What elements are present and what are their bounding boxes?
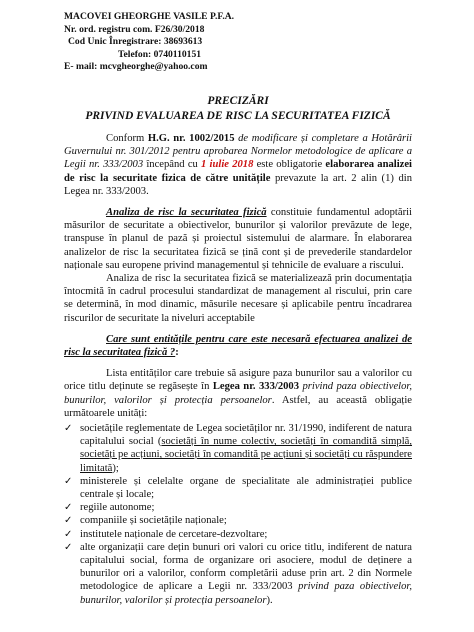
checkmark-icon: ✓ xyxy=(64,528,73,540)
p4-text-d: . Astfel, au această obligație următoarele unități: xyxy=(64,394,412,419)
paragraph-conform xyxy=(64,132,412,198)
checkmark-icon: ✓ xyxy=(64,502,73,514)
email-address: E- mail: mcvgheorghe@yahoo.com xyxy=(64,61,208,73)
law-reference: Legea nr. 333/2003 xyxy=(212,381,300,393)
title-line-1: PRECIZĂRI xyxy=(207,94,269,107)
item4-text: companiile și societățile naționale; xyxy=(80,515,227,527)
question-colon: : xyxy=(175,347,179,359)
company-header xyxy=(64,11,412,74)
hg-reference: H.G. nr. 1002/2015 xyxy=(147,132,235,144)
p2-text: constituie fundamentul adoptării măsurilor de securitate a obiectivelor, bunurilor și valorilor prevăzute de lege, transpuse în planul de pază și proiectul sistemului de alarmare. În elaborarea analizelor de risc la securitatea fizică se țină cont și de prevederile standardelor naționale sau europene privind managementul și tehnicile de evaluare a riscului. xyxy=(64,206,412,271)
company-name: MACOVEI GHEORGHE VASILE P.F.A. xyxy=(64,11,235,22)
checkmark-icon: ✓ xyxy=(64,541,73,553)
document-title xyxy=(64,94,412,124)
paragraph-documentation: Analiza de risc la securitatea fizică se materializează prin documentația întocmită în cadrul procesului standardizat de management al riscului, prin care se determină, în mod dinamic, măsurile necesare și aplicabile pentru încadrarea riscurilor de securitate la niveluri acceptabile xyxy=(64,273,412,324)
law-title: privind paza obiectivelor, bunurilor, valorilor și protecția persoanelor xyxy=(64,381,412,406)
paragraph-entities xyxy=(64,367,412,420)
p1-text-c: de modificare și completare a Hotărârii Guvernului nr. 301/2012 pentru aprobarea Normelor metodologice de aplicare a Legii nr. 333/2003 xyxy=(64,132,413,171)
item3-text: regiile autonome; xyxy=(80,502,155,514)
checkmark-icon: ✓ xyxy=(64,423,73,435)
item1-text: societățile reglementate de Legea societăților nr. 31/1990, indiferent de natura capitalului social ( xyxy=(80,423,412,448)
p1-text-f: este obligatorie xyxy=(253,159,326,171)
unique-registration-code: Cod Unic Înregistrare: 38693613 xyxy=(68,36,203,48)
p1-text-h: prevazute la art. 2 alin (1) din Legea nr. 333/2003. xyxy=(64,172,413,197)
p4-text-a: Lista entităților care trebuie să asigure paza bunurilor sau a valorilor cu orice titlu deținute se regăsește în xyxy=(64,368,412,393)
checkmark-icon: ✓ xyxy=(64,515,73,527)
item6-end: ). xyxy=(266,594,273,606)
item1-end: ); xyxy=(112,462,119,474)
p1-text-a: Conform xyxy=(106,132,148,144)
phone-number: Telefon: 0740110151 xyxy=(118,48,202,60)
list-item xyxy=(64,514,412,527)
checkmark-icon: ✓ xyxy=(64,475,73,487)
p1-obligation: elaborarea analizei de risc la securitate fizica de către unitățile xyxy=(64,159,412,184)
question-heading xyxy=(64,333,412,359)
item6-law-title: privind paza obiectivelor, bunurilor, valorilor și protecția persoanelor xyxy=(80,581,413,606)
trade-register-number: Nr. ord. registru com. F26/30/2018 xyxy=(64,23,205,35)
question-text: Care sunt entitățile pentru care este necesară efectuarea analizei de risc la securitatea fizică ? xyxy=(64,333,412,359)
list-item xyxy=(64,501,412,514)
list-item xyxy=(64,475,412,501)
item6-text: alte organizații care dețin bunuri ori valori cu orice titlu, indiferent de natura capitalului social, forma de organizare ori asociere, modul de deținere a bunurilor ori a valorilor, conform completării aduse prin art. 2 din Normele metodologice de aplicare a Legii nr. 333/2003 xyxy=(80,541,412,593)
list-item xyxy=(64,422,412,475)
list-item xyxy=(64,528,412,541)
p1-text-d: începând cu xyxy=(143,159,202,171)
paragraph-analysis xyxy=(64,206,412,272)
document-body xyxy=(64,132,412,607)
entities-list xyxy=(64,422,412,607)
item5-text: institutele naționale de cercetare-dezvoltare; xyxy=(80,528,268,540)
analysis-term: Analiza de risc la securitatea fizică xyxy=(106,206,267,218)
list-item xyxy=(64,541,412,607)
item2-text: ministerele și celelalte organe de specialitate ale administrației publice centrale și locale; xyxy=(80,475,412,501)
deadline-date: 1 iulie 2018 xyxy=(201,159,254,171)
item1-company-types: societăți în nume colectiv, societăți în comandită simplă, societăți pe acțiuni, societăți în comandită pe acțiuni și societăți cu răspundere limitată xyxy=(80,436,413,474)
title-line-2: PRIVIND EVALUAREA DE RISC LA SECURITATEA FIZICĂ xyxy=(85,109,391,122)
